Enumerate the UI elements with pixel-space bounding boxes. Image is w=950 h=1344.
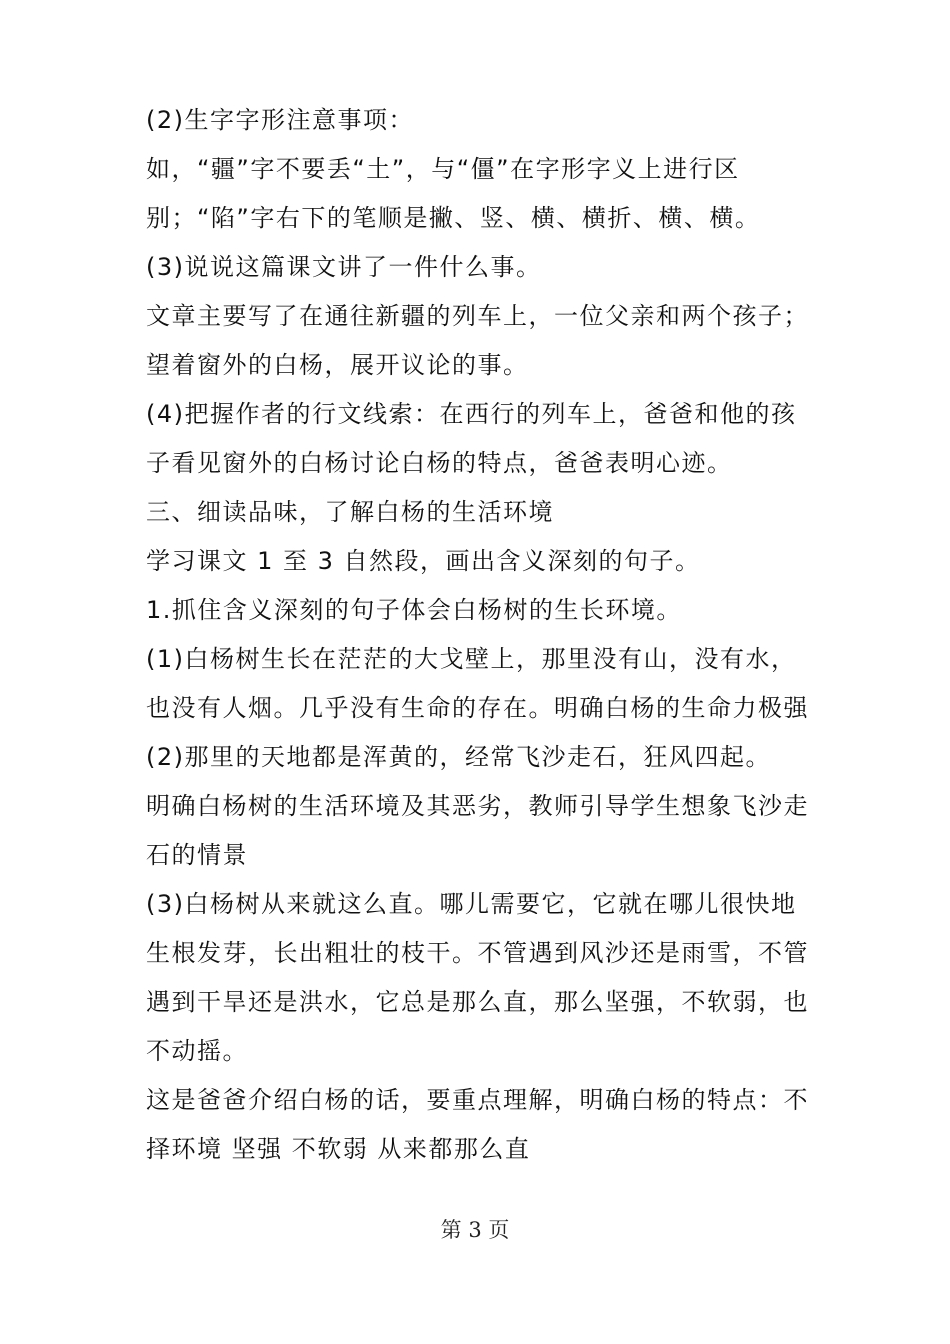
text-line: (3)白杨树从来就这么直。哪儿需要它，它就在哪儿很快地 (146, 890, 797, 918)
text-line: (2)那里的天地都是浑黄的，经常飞沙走石，狂风四起。 (146, 743, 771, 771)
text-line: 择环境 坚强 不软弱 从来都那么直 (146, 1135, 531, 1163)
text-line: 如，“疆”字不要丢“土”，与“僵”在字形字义上进行区 (146, 155, 740, 183)
text-line: 遇到干旱还是洪水，它总是那么直，那么坚强，不软弱，也 (146, 988, 809, 1016)
text-line: 明确白杨树的生活环境及其恶劣，教师引导学生想象飞沙走 (146, 792, 809, 820)
text-line: 文章主要写了在通往新疆的列车上，一位父亲和两个孩子； (146, 302, 809, 330)
text-line: 石的情景 (146, 841, 248, 869)
text-line: (4)把握作者的行文线索：在西行的列车上，爸爸和他的孩 (146, 400, 797, 428)
text-line: 生根发芽，长出粗壮的枝干。不管遇到风沙还是雨雪，不管 (146, 939, 809, 967)
text-line: 别；“陷”字右下的笔顺是撇、竖、横、横折、横、横。 (146, 204, 761, 232)
text-line: (3)说说这篇课文讲了一件什么事。 (146, 253, 542, 281)
text-line: 1.抓住含义深刻的句子体会白杨树的生长环境。 (146, 596, 682, 624)
section-heading: 三、细读品味，了解白杨的生活环境 (146, 498, 554, 526)
text-line: (1)白杨树生长在茫茫的大戈壁上，那里没有山，没有水， (146, 645, 797, 673)
text-line: 望着窗外的白杨，展开议论的事。 (146, 351, 529, 379)
text-line: 学习课文 1 至 3 自然段，画出含义深刻的句子。 (146, 547, 701, 575)
page-number: 第 3 页 (440, 1218, 510, 1242)
text-line: (2)生字字形注意事项： (146, 106, 414, 134)
document-body (146, 96, 826, 1174)
text-line: 这是爸爸介绍白杨的话，要重点理解，明确白杨的特点：不 (146, 1086, 809, 1114)
text-line: 子看见窗外的白杨讨论白杨的特点，爸爸表明心迹。 (146, 449, 733, 477)
text-line: 也没有人烟。几乎没有生命的存在。明确白杨的生命力极强 (146, 694, 809, 722)
text-line: 不动摇。 (146, 1037, 248, 1065)
